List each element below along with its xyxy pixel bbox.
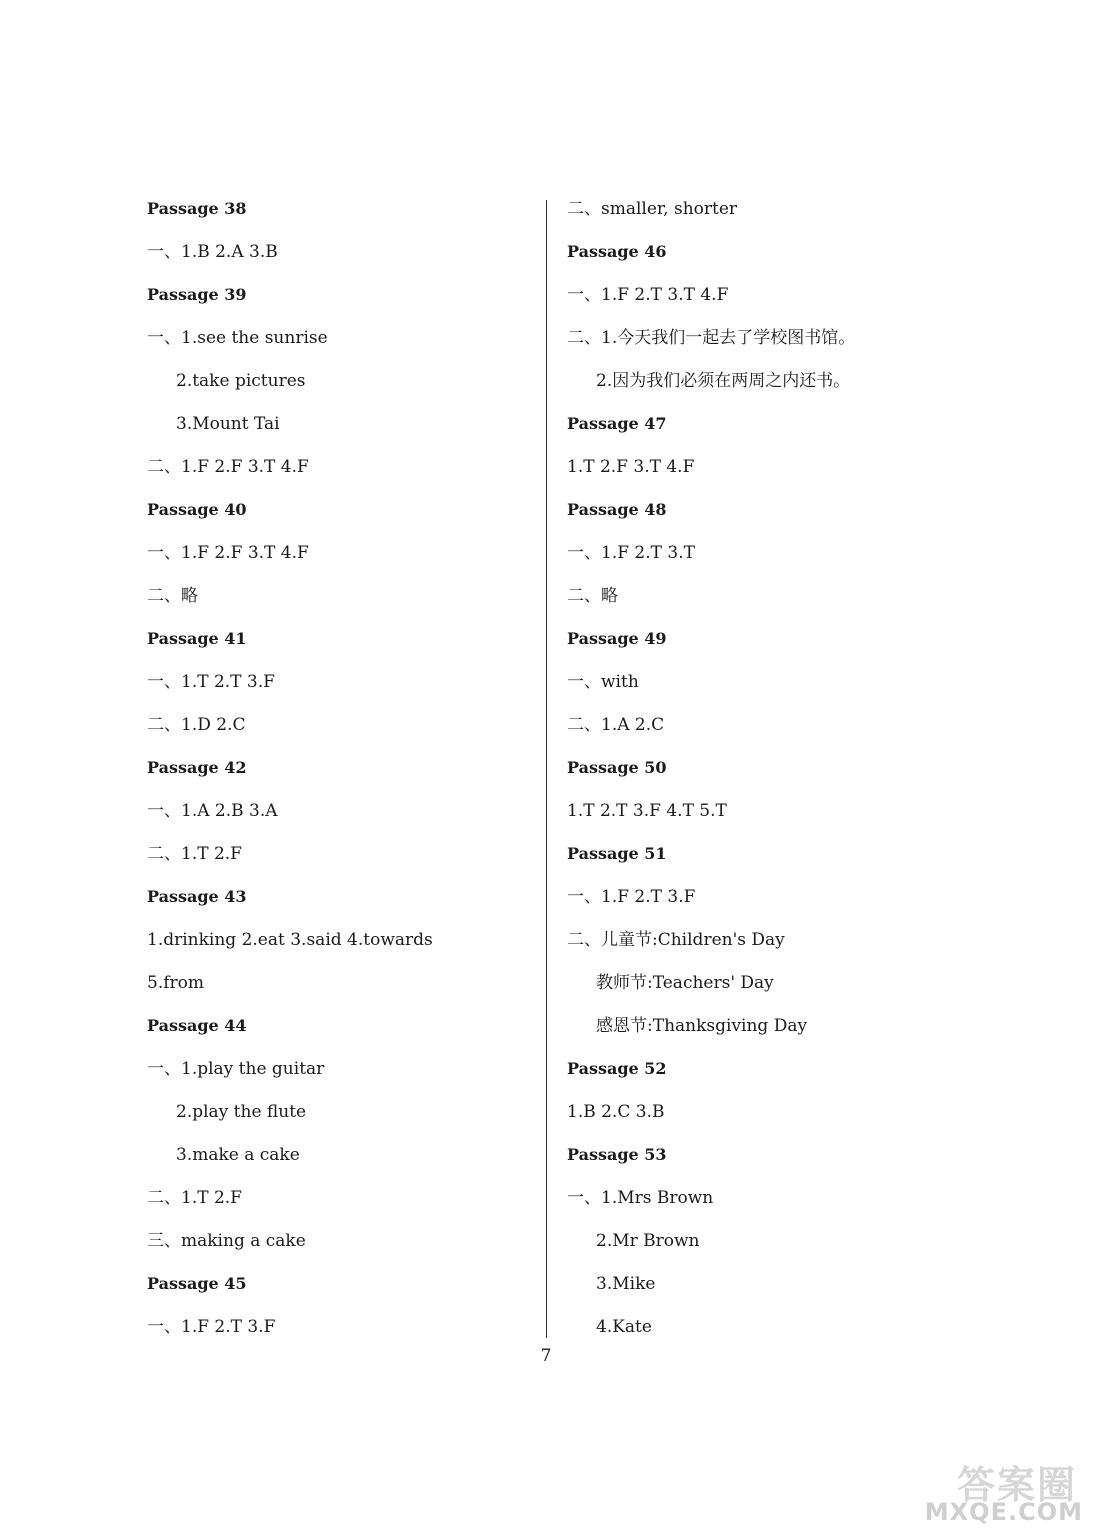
answer-line: 二、儿童节:Children's Day xyxy=(567,930,785,950)
watermark-logo-text: 答案圈 xyxy=(956,1463,1077,1507)
passage-heading: Passage 40 xyxy=(147,500,247,519)
answer-line: 5.from xyxy=(147,973,204,993)
passage-heading: Passage 45 xyxy=(147,1274,247,1293)
answer-line: 一、1.F 2.T 3.F xyxy=(147,1317,276,1337)
answer-line: 一、1.F 2.T 3.T xyxy=(567,543,695,563)
answer-line: 二、1.D 2.C xyxy=(147,715,246,735)
answer-line: 三、making a cake xyxy=(147,1231,306,1251)
answer-line: 4.Kate xyxy=(596,1317,652,1337)
answer-line: 一、1.play the guitar xyxy=(147,1059,325,1079)
answer-line: 1.B 2.C 3.B xyxy=(567,1102,665,1122)
answer-line: 一、with xyxy=(567,672,639,692)
passage-heading: Passage 39 xyxy=(147,285,247,304)
answer-line: 2.take pictures xyxy=(176,371,306,391)
answer-line: 1.T 2.F 3.T 4.F xyxy=(567,457,695,477)
left-answer-column xyxy=(147,192,547,1353)
answer-line: 一、1.F 2.F 3.T 4.F xyxy=(147,543,309,563)
watermark-url-text: MXQE.COM xyxy=(924,1498,1083,1526)
answer-line: 二、1.今天我们一起去了学校图书馆。 xyxy=(567,328,856,348)
answer-line: 2.play the flute xyxy=(176,1102,307,1122)
passage-heading: Passage 52 xyxy=(567,1059,667,1078)
answer-line: 二、1.T 2.F xyxy=(147,1188,242,1208)
answer-line: 二、略 xyxy=(147,586,198,606)
column-divider xyxy=(546,200,547,1338)
answer-line: 3.Mike xyxy=(596,1274,656,1294)
passage-heading: Passage 48 xyxy=(567,500,667,519)
passage-heading: Passage 47 xyxy=(567,414,667,433)
answer-line: 二、1.A 2.C xyxy=(567,715,665,735)
answer-line: 3.Mount Tai xyxy=(176,414,280,434)
answer-line: 一、1.Mrs Brown xyxy=(567,1188,714,1208)
page-number: 7 xyxy=(540,1346,552,1366)
answer-line: 二、smaller, shorter xyxy=(567,199,738,219)
answer-line: 二、1.T 2.F xyxy=(147,844,242,864)
answer-line: 2.Mr Brown xyxy=(596,1231,700,1251)
passage-heading: Passage 43 xyxy=(147,887,247,906)
passage-heading: Passage 44 xyxy=(147,1016,247,1035)
passage-heading: Passage 51 xyxy=(567,844,667,863)
answer-line: 教师节:Teachers' Day xyxy=(596,973,774,993)
passage-heading: Passage 41 xyxy=(147,629,247,648)
passage-heading: Passage 38 xyxy=(147,199,247,218)
right-answer-column xyxy=(567,192,967,1353)
answer-line: 一、1.B 2.A 3.B xyxy=(147,242,278,262)
passage-heading: Passage 42 xyxy=(147,758,247,777)
passage-heading: Passage 53 xyxy=(567,1145,667,1164)
answer-line: 2.因为我们必须在两周之内还书。 xyxy=(596,371,851,391)
answer-line: 一、1.A 2.B 3.A xyxy=(147,801,278,821)
answer-line: 一、1.see the sunrise xyxy=(147,328,328,348)
answer-line: 1.drinking 2.eat 3.said 4.towards xyxy=(147,930,433,950)
passage-heading: Passage 50 xyxy=(567,758,667,777)
passage-heading: Passage 46 xyxy=(567,242,667,261)
answer-line: 感恩节:Thanksgiving Day xyxy=(596,1016,808,1036)
answer-line: 二、略 xyxy=(567,586,618,606)
passage-heading: Passage 49 xyxy=(567,629,667,648)
answer-line: 1.T 2.T 3.F 4.T 5.T xyxy=(567,801,727,821)
answer-line: 3.make a cake xyxy=(176,1145,300,1165)
answer-line: 二、1.F 2.F 3.T 4.F xyxy=(147,457,309,477)
site-watermark xyxy=(893,1454,1083,1526)
answer-line: 一、1.F 2.T 3.F xyxy=(567,887,696,907)
answer-line: 一、1.T 2.T 3.F xyxy=(147,672,275,692)
answer-line: 一、1.F 2.T 3.T 4.F xyxy=(567,285,729,305)
